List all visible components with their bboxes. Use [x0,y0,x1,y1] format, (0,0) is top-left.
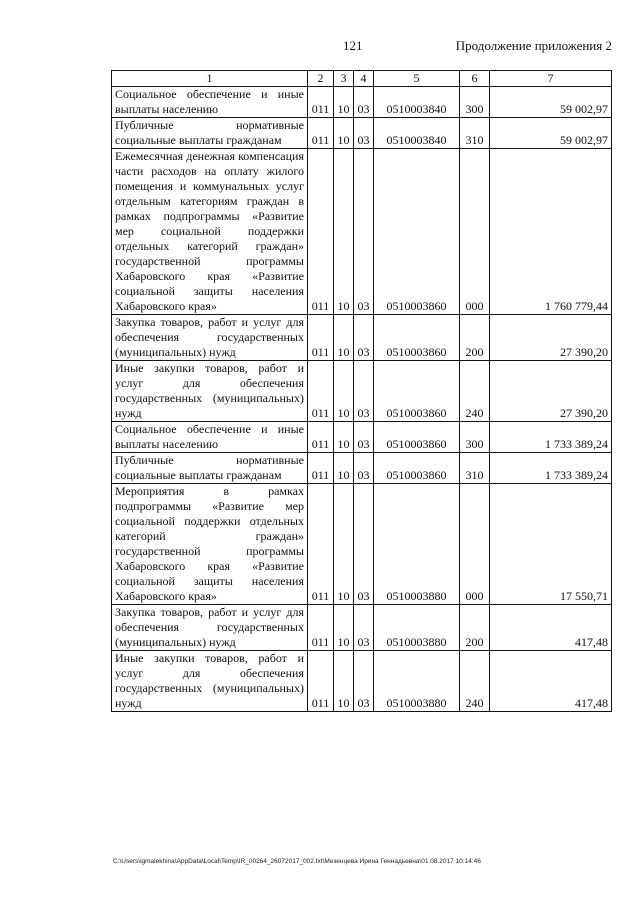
table-row [112,422,612,453]
table-row [112,651,612,712]
column-header: 6 [460,71,490,87]
code-section: 10 [334,118,354,149]
row-amount: 59 002,97 [490,118,612,149]
code-section: 10 [334,315,354,361]
column-header: 7 [490,71,612,87]
code-expense-type: 300 [460,87,490,118]
table-header-row [112,71,612,87]
code-admin: 011 [308,87,334,118]
code-admin: 011 [308,605,334,651]
row-description: Закупка товаров, работ и услуг для обеспечения государственных (муниципальных) нужд [112,605,308,651]
code-expense-type: 300 [460,422,490,453]
code-section: 10 [334,422,354,453]
code-section: 10 [334,484,354,605]
row-amount: 17 550,71 [490,484,612,605]
code-subsection: 03 [354,605,374,651]
table-row [112,453,612,484]
budget-table [111,70,612,712]
row-description: Мероприятия в рамках подпрограммы «Развитие мер социальной поддержки отдельных категорий граждан» государственной программы Хабаровского края «Развитие социальной защиты населения Хабаровского края» [112,484,308,605]
code-admin: 011 [308,484,334,605]
code-target: 0510003840 [374,118,460,149]
code-target: 0510003860 [374,361,460,422]
table-row [112,87,612,118]
code-target: 0510003860 [374,149,460,315]
code-expense-type: 000 [460,149,490,315]
code-subsection: 03 [354,361,374,422]
code-section: 10 [334,87,354,118]
row-description: Закупка товаров, работ и услуг для обеспечения государственных (муниципальных) нужд [112,315,308,361]
code-target: 0510003860 [374,315,460,361]
code-target: 0510003840 [374,87,460,118]
code-subsection: 03 [354,651,374,712]
row-description: Социальное обеспечение и иные выплаты населению [112,422,308,453]
file-path-footer: C:\Users\igmalekhina\AppData\Local\Temp\IR_00264_26072017_002.txt\Мезенцева Ирина Геннадьевна\01.08.2017 10:14:46 [113,858,481,865]
row-description: Иные закупки товаров, работ и услуг для обеспечения государственных (муниципальных) нужд [112,651,308,712]
code-expense-type: 000 [460,484,490,605]
row-description: Ежемесячная денежная компенсация части расходов на оплату жилого помещения и коммунальных услуг отдельным категориям граждан в рамках подпрограммы «Развитие мер социальной поддержки отдельных категорий граждан» государственной программы Хабаровского края «Развитие социальной защиты населения Хабаровского края» [112,149,308,315]
row-amount: 1 760 779,44 [490,149,612,315]
code-admin: 011 [308,422,334,453]
table-row [112,361,612,422]
column-header: 4 [354,71,374,87]
code-subsection: 03 [354,484,374,605]
column-header: 2 [308,71,334,87]
row-amount: 417,48 [490,605,612,651]
column-header: 3 [334,71,354,87]
code-section: 10 [334,361,354,422]
row-amount: 1 733 389,24 [490,422,612,453]
row-amount: 27 390,20 [490,361,612,422]
row-amount: 417,48 [490,651,612,712]
code-target: 0510003880 [374,605,460,651]
row-description: Социальное обеспечение и иные выплаты населению [112,87,308,118]
row-amount: 59 002,97 [490,87,612,118]
code-subsection: 03 [354,87,374,118]
code-section: 10 [334,605,354,651]
row-description: Публичные нормативные социальные выплаты гражданам [112,118,308,149]
code-subsection: 03 [354,453,374,484]
code-admin: 011 [308,118,334,149]
page-number: 121 [343,38,363,53]
code-subsection: 03 [354,422,374,453]
code-subsection: 03 [354,149,374,315]
code-admin: 011 [308,651,334,712]
table-row [112,605,612,651]
table-row [112,118,612,149]
code-expense-type: 200 [460,605,490,651]
code-target: 0510003860 [374,453,460,484]
code-section: 10 [334,149,354,315]
column-header: 1 [112,71,308,87]
code-admin: 011 [308,361,334,422]
code-admin: 011 [308,149,334,315]
page-header [0,38,640,58]
code-admin: 011 [308,315,334,361]
row-description: Публичные нормативные социальные выплаты гражданам [112,453,308,484]
table-row [112,484,612,605]
table-row [112,149,612,315]
code-expense-type: 310 [460,453,490,484]
code-admin: 011 [308,453,334,484]
row-description: Иные закупки товаров, работ и услуг для обеспечения государственных (муниципальных) нужд [112,361,308,422]
code-expense-type: 200 [460,315,490,361]
code-expense-type: 310 [460,118,490,149]
code-expense-type: 240 [460,361,490,422]
code-subsection: 03 [354,118,374,149]
code-target: 0510003880 [374,484,460,605]
code-section: 10 [334,453,354,484]
continuation-label: Продолжение приложения 2 [455,38,612,53]
code-target: 0510003880 [374,651,460,712]
code-section: 10 [334,651,354,712]
code-expense-type: 240 [460,651,490,712]
row-amount: 27 390,20 [490,315,612,361]
table-row [112,315,612,361]
row-amount: 1 733 389,24 [490,453,612,484]
code-subsection: 03 [354,315,374,361]
code-target: 0510003860 [374,422,460,453]
column-header: 5 [374,71,460,87]
